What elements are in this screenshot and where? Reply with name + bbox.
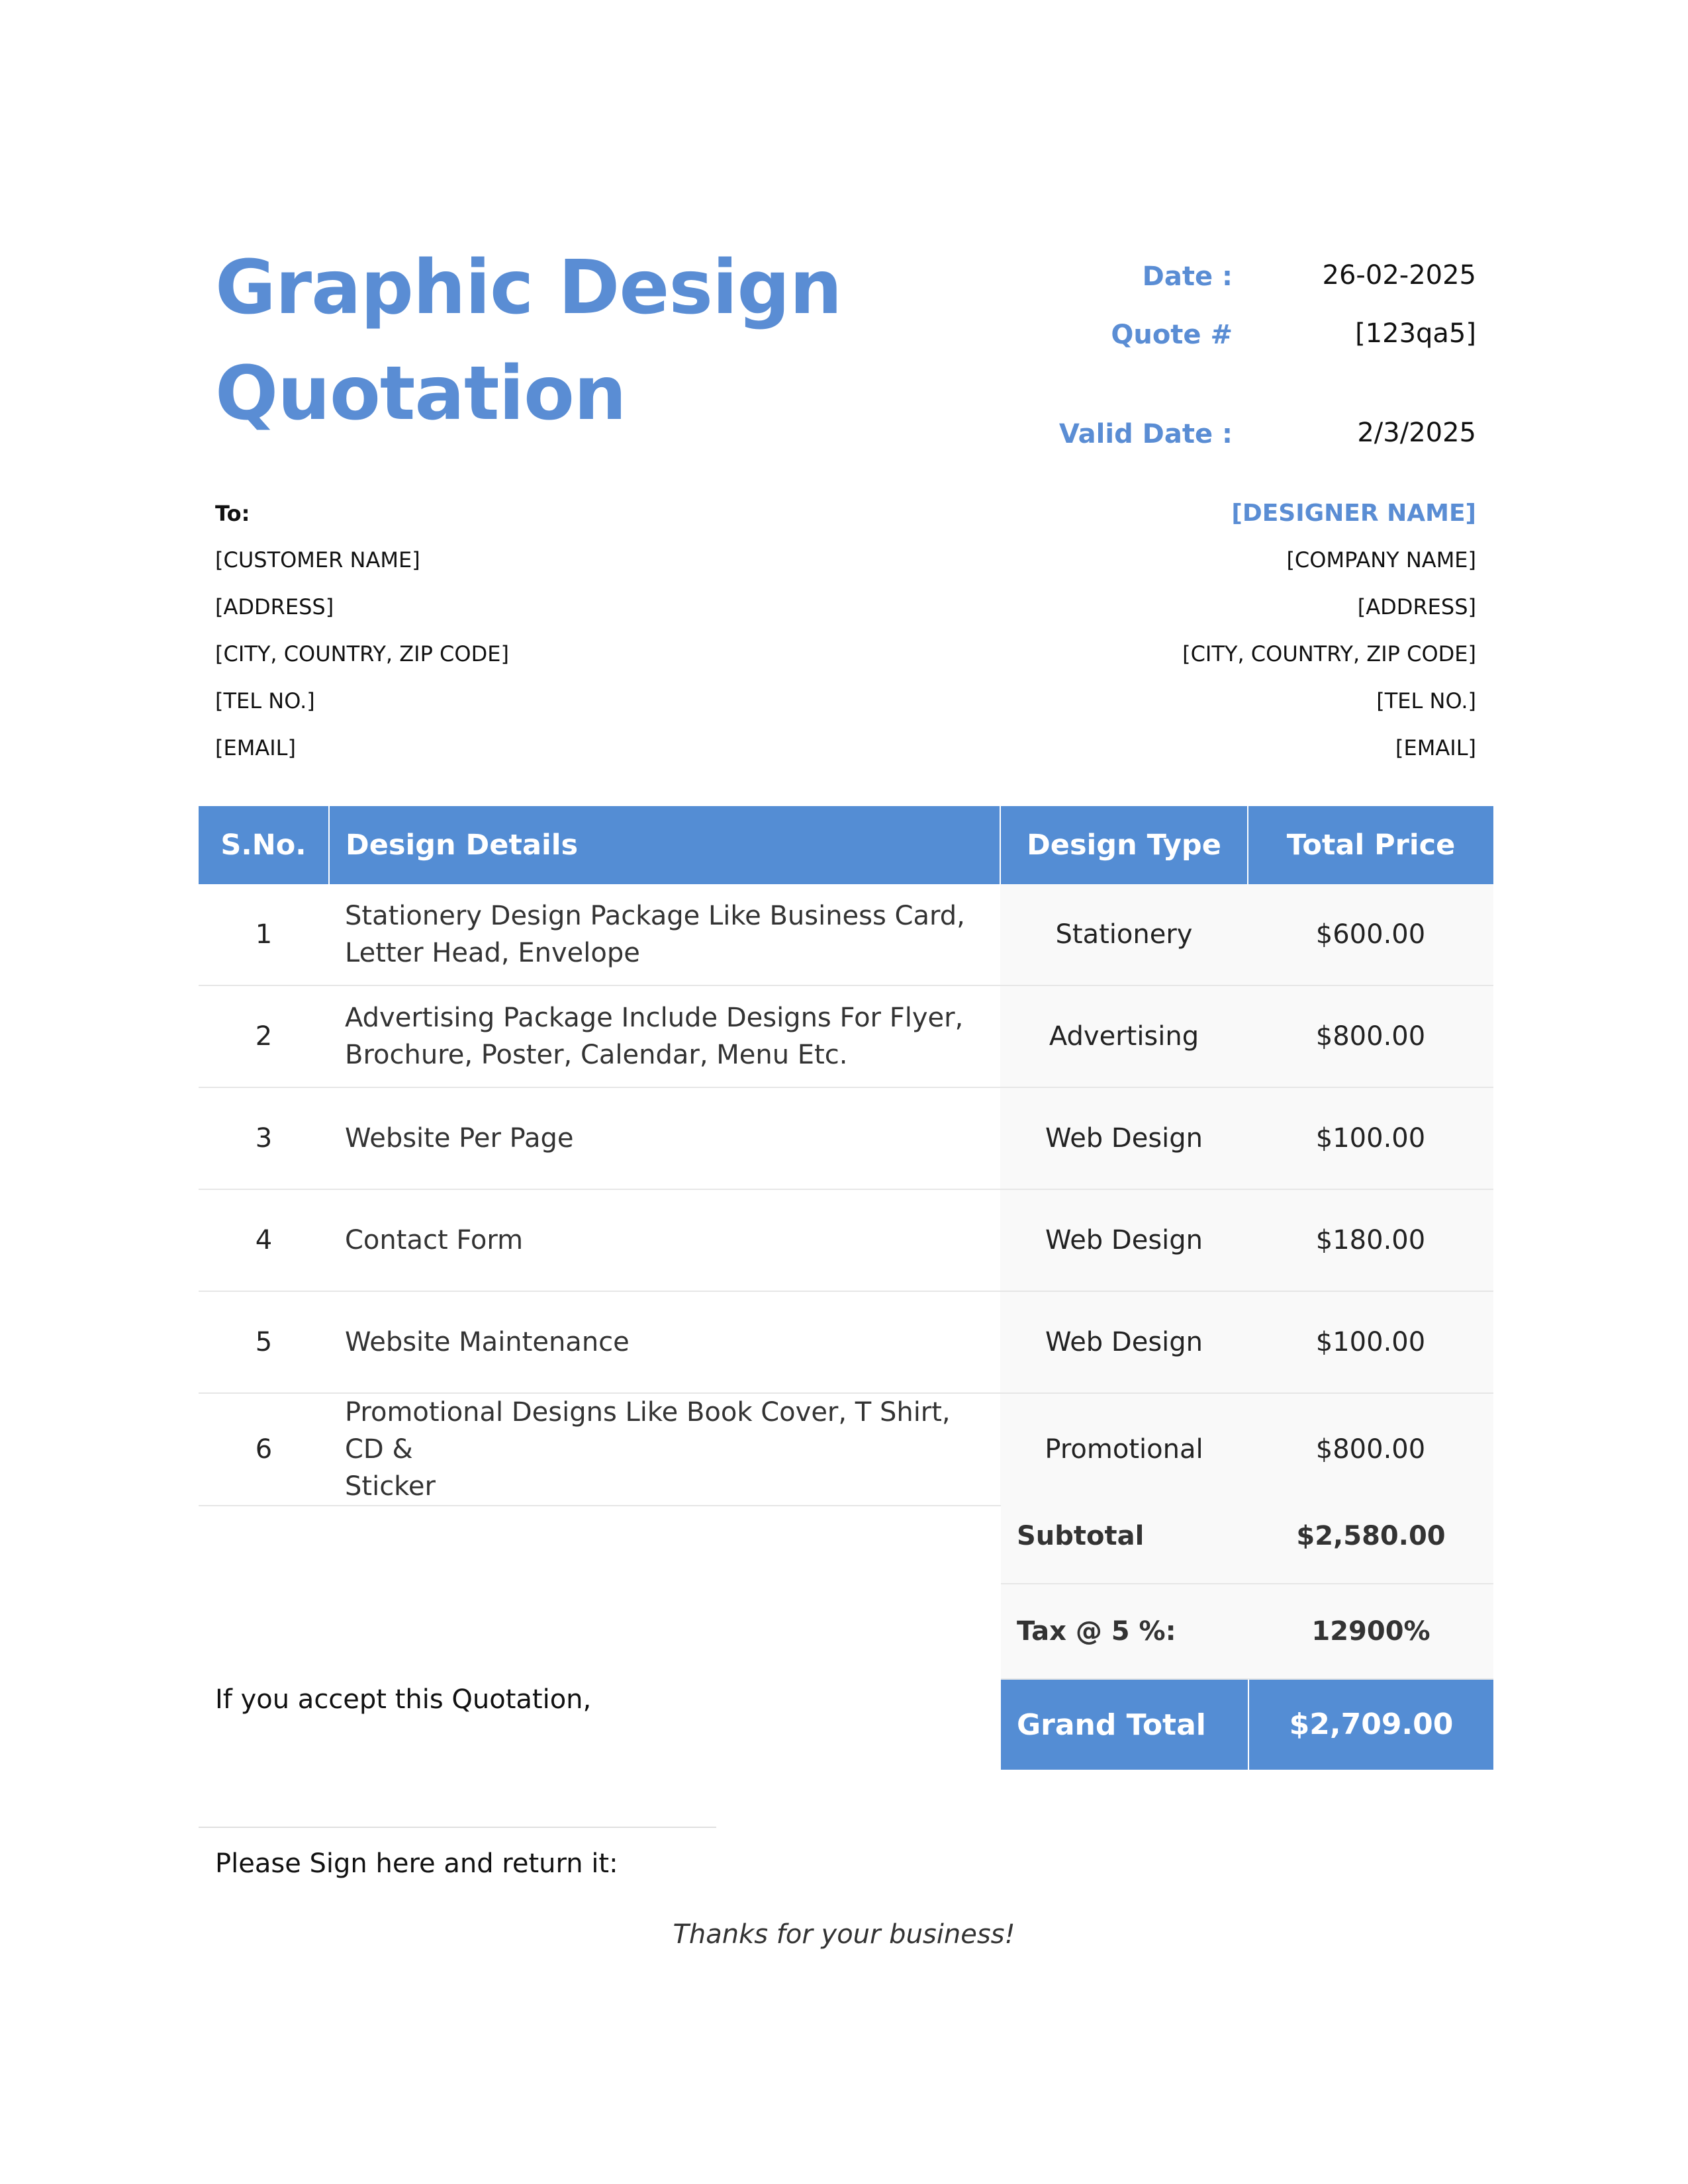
customer-city: [CITY, COUNTRY, ZIP CODE] [215, 641, 509, 666]
tax-row [1001, 1584, 1493, 1680]
row-price: $180.00 [1248, 1189, 1493, 1291]
row-type: Web Design [1000, 1189, 1248, 1291]
row-type: Promotional [1000, 1393, 1248, 1506]
table-row [199, 1291, 1493, 1393]
customer-name: [CUSTOMER NAME] [215, 547, 420, 572]
row-price: $800.00 [1248, 985, 1493, 1087]
row-details-line-2: Brochure, Poster, Calendar, Menu Etc. [345, 1040, 848, 1070]
subtotal-value: $2,580.00 [1296, 1521, 1446, 1551]
row-sno: 2 [199, 985, 329, 1087]
date-label: Date : [1142, 261, 1233, 292]
quote-number-value: [123qa5] [1355, 318, 1476, 349]
company-tel: [TEL NO.] [1376, 688, 1476, 713]
row-type: Web Design [1000, 1291, 1248, 1393]
header-sno: S.No. [199, 806, 329, 884]
subtotal-label: Subtotal [1017, 1521, 1145, 1551]
company-city: [CITY, COUNTRY, ZIP CODE] [1182, 641, 1476, 666]
valid-date-value: 2/3/2025 [1357, 418, 1476, 448]
thanks-message: Thanks for your business! [673, 1919, 1015, 1950]
table-row [199, 985, 1493, 1087]
row-price: $100.00 [1248, 1087, 1493, 1189]
row-details: Contact Form [329, 1189, 1000, 1291]
totals-block [1001, 1489, 1493, 1770]
subtotal-row [1001, 1489, 1493, 1584]
date-value: 26-02-2025 [1322, 260, 1476, 291]
company-email: [EMAIL] [1395, 735, 1476, 760]
table-row [199, 1087, 1493, 1189]
customer-address: [ADDRESS] [215, 594, 334, 619]
to-label: To: [215, 501, 250, 526]
tax-label: Tax @ 5 %: [1017, 1616, 1176, 1647]
company-name: [COMPANY NAME] [1286, 547, 1476, 572]
header-total-price: Total Price [1248, 806, 1493, 884]
row-sno: 3 [199, 1087, 329, 1189]
row-type: Web Design [1000, 1087, 1248, 1189]
row-details [329, 985, 1000, 1087]
row-sno: 1 [199, 884, 329, 985]
page-title-line-2: Quotation [215, 351, 626, 437]
header-design-type: Design Type [1000, 806, 1248, 884]
row-type: Advertising [1000, 985, 1248, 1087]
designer-name: [DESIGNER NAME] [1231, 500, 1476, 527]
row-details-line-1: Promotional Designs Like Book Cover, T Shirt, CD & [345, 1397, 951, 1465]
row-details-line-2: Sticker [345, 1471, 436, 1502]
header-design-details: Design Details [329, 806, 1000, 884]
customer-tel: [TEL NO.] [215, 688, 315, 713]
quote-number-label: Quote # [1111, 320, 1233, 350]
row-details: Website Maintenance [329, 1291, 1000, 1393]
accept-text: If you accept this Quotation, [215, 1684, 592, 1715]
tax-value: 12900% [1311, 1616, 1430, 1647]
company-address: [ADDRESS] [1357, 594, 1476, 619]
valid-date-label: Valid Date : [1058, 419, 1233, 449]
row-details-line-1: Advertising Package Include Designs For Flyer, [345, 1003, 964, 1033]
row-sno: 5 [199, 1291, 329, 1393]
row-sno: 6 [199, 1393, 329, 1506]
row-details: Website Per Page [329, 1087, 1000, 1189]
row-price: $600.00 [1248, 884, 1493, 985]
table-row [199, 1189, 1493, 1291]
row-details-line-1: Stationery Design Package Like Business Card, [345, 901, 965, 931]
row-type: Stationery [1000, 884, 1248, 985]
row-sno: 4 [199, 1189, 329, 1291]
row-price: $100.00 [1248, 1291, 1493, 1393]
customer-email: [EMAIL] [215, 735, 296, 760]
row-details [329, 884, 1000, 985]
page-title-line-1: Graphic Design [215, 245, 842, 331]
row-details [329, 1393, 1000, 1506]
grand-total-label: Grand Total [1017, 1707, 1206, 1742]
table-row [199, 884, 1493, 985]
items-table [199, 806, 1493, 1506]
signature-line [199, 1827, 716, 1828]
grand-total-row [1001, 1680, 1493, 1770]
row-details-line-2: Letter Head, Envelope [345, 938, 640, 968]
sign-instruction: Please Sign here and return it: [215, 1848, 618, 1879]
table-header-row [199, 806, 1493, 884]
row-price: $800.00 [1248, 1393, 1493, 1506]
grand-total-value: $2,709.00 [1248, 1680, 1493, 1770]
